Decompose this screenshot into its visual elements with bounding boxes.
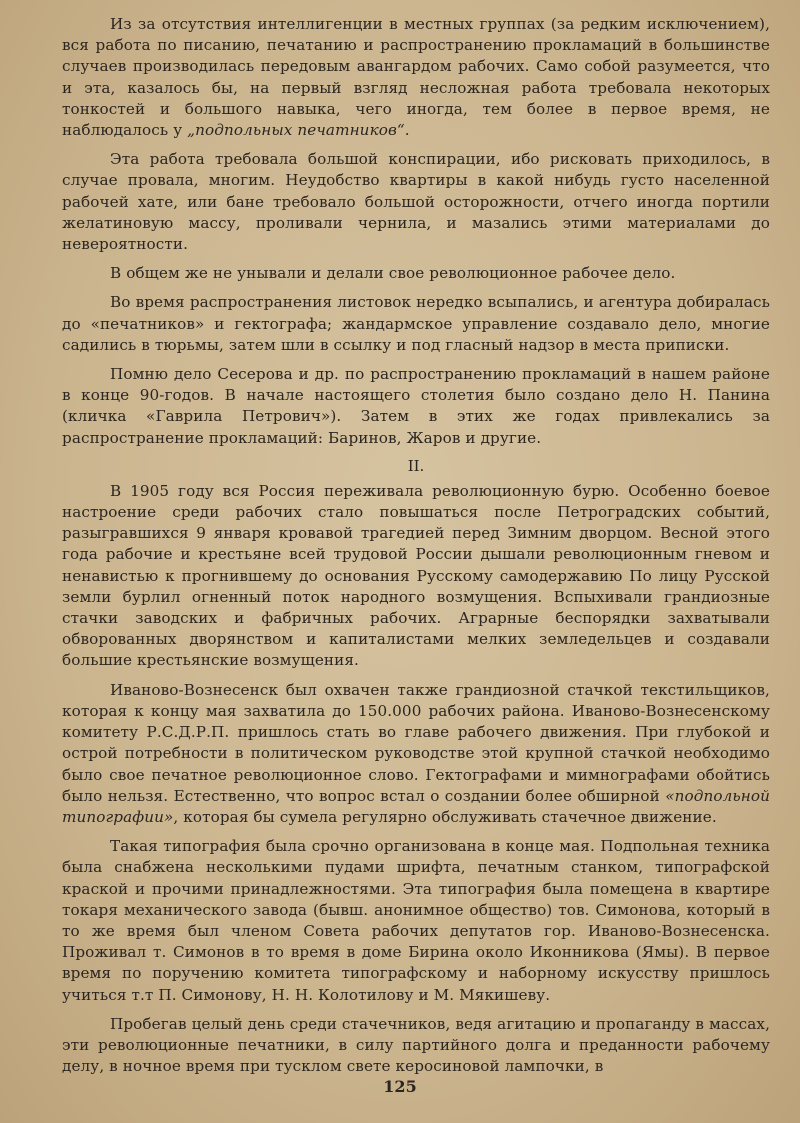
paragraph-1-italic: „подпольных печатников“ xyxy=(187,121,405,140)
paragraph-8: Такая типография была срочно организована в конце мая. Подпольная техника была снабжена несколькими пудами шрифта, печатным станком, типографской краской и прочими принадлежностями. Эта типография была помещена в квартире токаря механического завода (бывш. анонимное общество) тов. Симонова, который в то же время был членом Совета рабочих депутатов гор. Иваново-Вознесенска. Проживал т. Симонов в то время в доме Бирина около Иконникова (Ямы). В первое время по поручению комитета типографскому и наборному искусству пришлось учиться т.т П. Симонову, Н. Н. Колотилову и М. Мякишеву. xyxy=(62,837,770,1004)
paragraph-7-text: Иваново-Вознесенск был охвачен также грандиозной стачкой текстильщиков, которая к концу мая захватила до 150.000 рабочих района. Иваново-Вознесенскому комитету Р.С.Д.Р.П. пришлось стать во главе рабочего движения. При глубокой и острой потребности в политическом руководстве этой крупной стачкой необходимо было свое печатное революционное слово. Гектографами и мимнографами обойтись было нельзя. Естественно, что вопрос встал о создании более обширной xyxy=(62,680,770,805)
paragraph-1-text: Из за отсутствия интеллигенции в местных группах (за редким исключением), вся работа по писанию, печатанию и распространению прокламаций в большинстве случаев производилась передовым авангардом рабочих. Само собой разумеется, что и эта, казалось бы, на первый взгляд несложная работа требовала некоторых тонкостей и большого навыка, чего иногда, тем более в первое время, не наблюдалось у xyxy=(62,15,770,140)
paragraph-7 xyxy=(62,680,770,828)
paragraph-6: В 1905 году вся Россия переживала революционную бурю. Особенно боевое настроение среди рабочих стало повышаться после Петроградских событий, разыгравшихся 9 января кровавой трагедией перед Зимним дворцом. Весной этого года рабочие и крестьяне всей трудовой России дышали революционным гневом и ненавистью к прогнившему до основания Русскому самодержавию По лицу Русской земли бурлил огненный поток народного возмущения. Вспыхивали грандиозные стачки заводских и фабричных рабочих. Аграрные беспорядки захватывали обворованных дворянством и капиталистами мелких земледельцев и создавали большие крестьянские возмущения. xyxy=(62,481,770,670)
paragraph-9: Пробегав целый день среди стачечников, ведя агитацию и пропаганду в массах, эти революционные печатники, в силу партийного долга и преданности рабочему делу, в ночное время при тусклом свете керосиновой лампочки, в xyxy=(62,1014,770,1076)
page-number: 125 xyxy=(383,1077,417,1096)
paragraph-7-italic: «подпольной типографии» xyxy=(62,786,770,826)
paragraph-3: В общем же не унывали и делали свое революционное рабочее дело. xyxy=(110,264,676,283)
paragraph-7-end: , которая бы сумела регулярно обслуживать стачечное движение. xyxy=(173,807,717,826)
section-number: II. xyxy=(407,456,425,475)
paragraph-2: Эта работа требовала большой конспирации, ибо рисковать приходилось, в случае провала, многим. Неудобство квартиры в какой нибудь густо населенной рабочей хате, или бане требовало большой осторожности, отчего иногда портили желатиновую массу, проливали чернила, и мазались этими материалами до невероятности. xyxy=(62,150,770,254)
paragraph-4: Во время распространения листовок нередко всыпались, и агентура добиралась до «печатников» и гектографа; жандармское управление создавало дело, многие садились в тюрьмы, затем шли в ссылку и под гласный надзор в места приписки. xyxy=(62,293,770,354)
paragraph-5: Помню дело Сесерова и др. по распространению прокламаций в нашем районе в конце 90-годов. В начале настоящего столетия было создано дело Н. Панина (кличка «Гаврила Петрович»). Затем в этих же годах привлекались за распространение прокламаций: Баринов, Жаров и другие. xyxy=(62,365,770,447)
paragraph-1-end: . xyxy=(404,121,410,140)
paragraph-1 xyxy=(62,14,770,141)
